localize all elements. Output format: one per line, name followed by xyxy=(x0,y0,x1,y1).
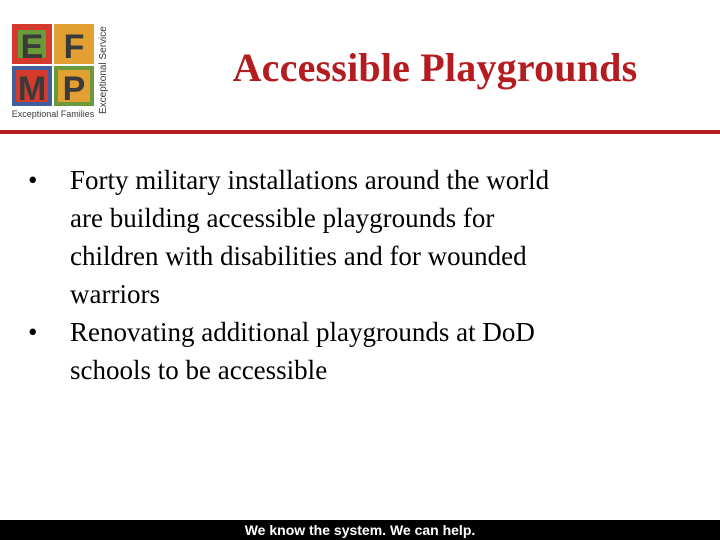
slide-title: Accessible Playgrounds xyxy=(232,45,638,90)
logo-caption: Exceptional Families xyxy=(11,109,95,119)
logo-letter-m: M xyxy=(17,70,47,108)
bullet-marker: • xyxy=(28,165,38,195)
logo-letter-f: F xyxy=(63,28,85,66)
logo-side-text: Exceptional Service xyxy=(98,26,109,114)
bullet-marker: • xyxy=(28,317,38,347)
bullet-line: schools to be accessible xyxy=(70,355,328,385)
title-rule xyxy=(0,130,720,134)
bullet-line: children with disabilities and for wounded xyxy=(70,241,527,271)
efmp-logo-graphic xyxy=(10,20,110,120)
bullet-line: Renovating additional playgrounds at DoD xyxy=(70,317,535,347)
bullet-line: warriors xyxy=(70,279,160,309)
logo-letter-e: E xyxy=(20,28,44,66)
footer-bar xyxy=(0,520,720,540)
footer-tagline: We know the system. We can help. xyxy=(244,522,476,538)
bullet-item xyxy=(28,161,688,313)
efmp-logo xyxy=(10,20,110,120)
bullet-line: Forty military installations around the world xyxy=(70,165,550,195)
bullet-list xyxy=(28,161,688,389)
bullet-line: are building accessible playgrounds for xyxy=(70,203,495,233)
logo-letter-p: P xyxy=(62,70,86,108)
bullet-item xyxy=(28,313,688,389)
